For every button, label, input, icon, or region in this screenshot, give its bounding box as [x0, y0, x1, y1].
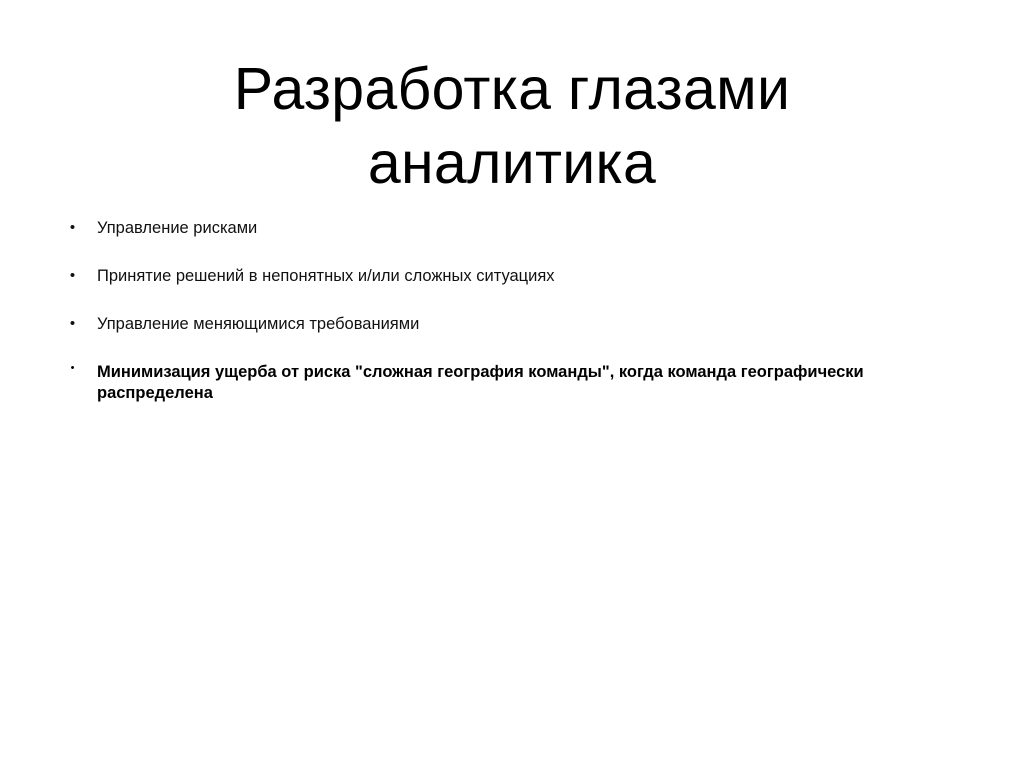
bullet-list [68, 218, 928, 404]
bullet-item [68, 362, 928, 404]
bullet-text: Управление рисками [97, 219, 258, 237]
bullet-text: Принятие решений в непонятных и/или сложных ситуациях [97, 267, 555, 285]
bullet-dot-icon: • [69, 315, 76, 332]
bullet-dot-icon: • [69, 219, 76, 236]
bullet-dot-icon: • [70, 362, 75, 374]
bullet-text: Управление меняющимися требованиями [97, 315, 420, 333]
bullet-dot-icon: • [69, 267, 76, 284]
bullet-text: Минимизация ущерба от риска "сложная география команды", когда команда географически распределена [97, 363, 864, 402]
bullet-item [68, 266, 928, 286]
slide-title: Разработка глазами аналитика [233, 56, 791, 196]
bullet-item [68, 218, 928, 238]
bullet-item [68, 314, 928, 334]
